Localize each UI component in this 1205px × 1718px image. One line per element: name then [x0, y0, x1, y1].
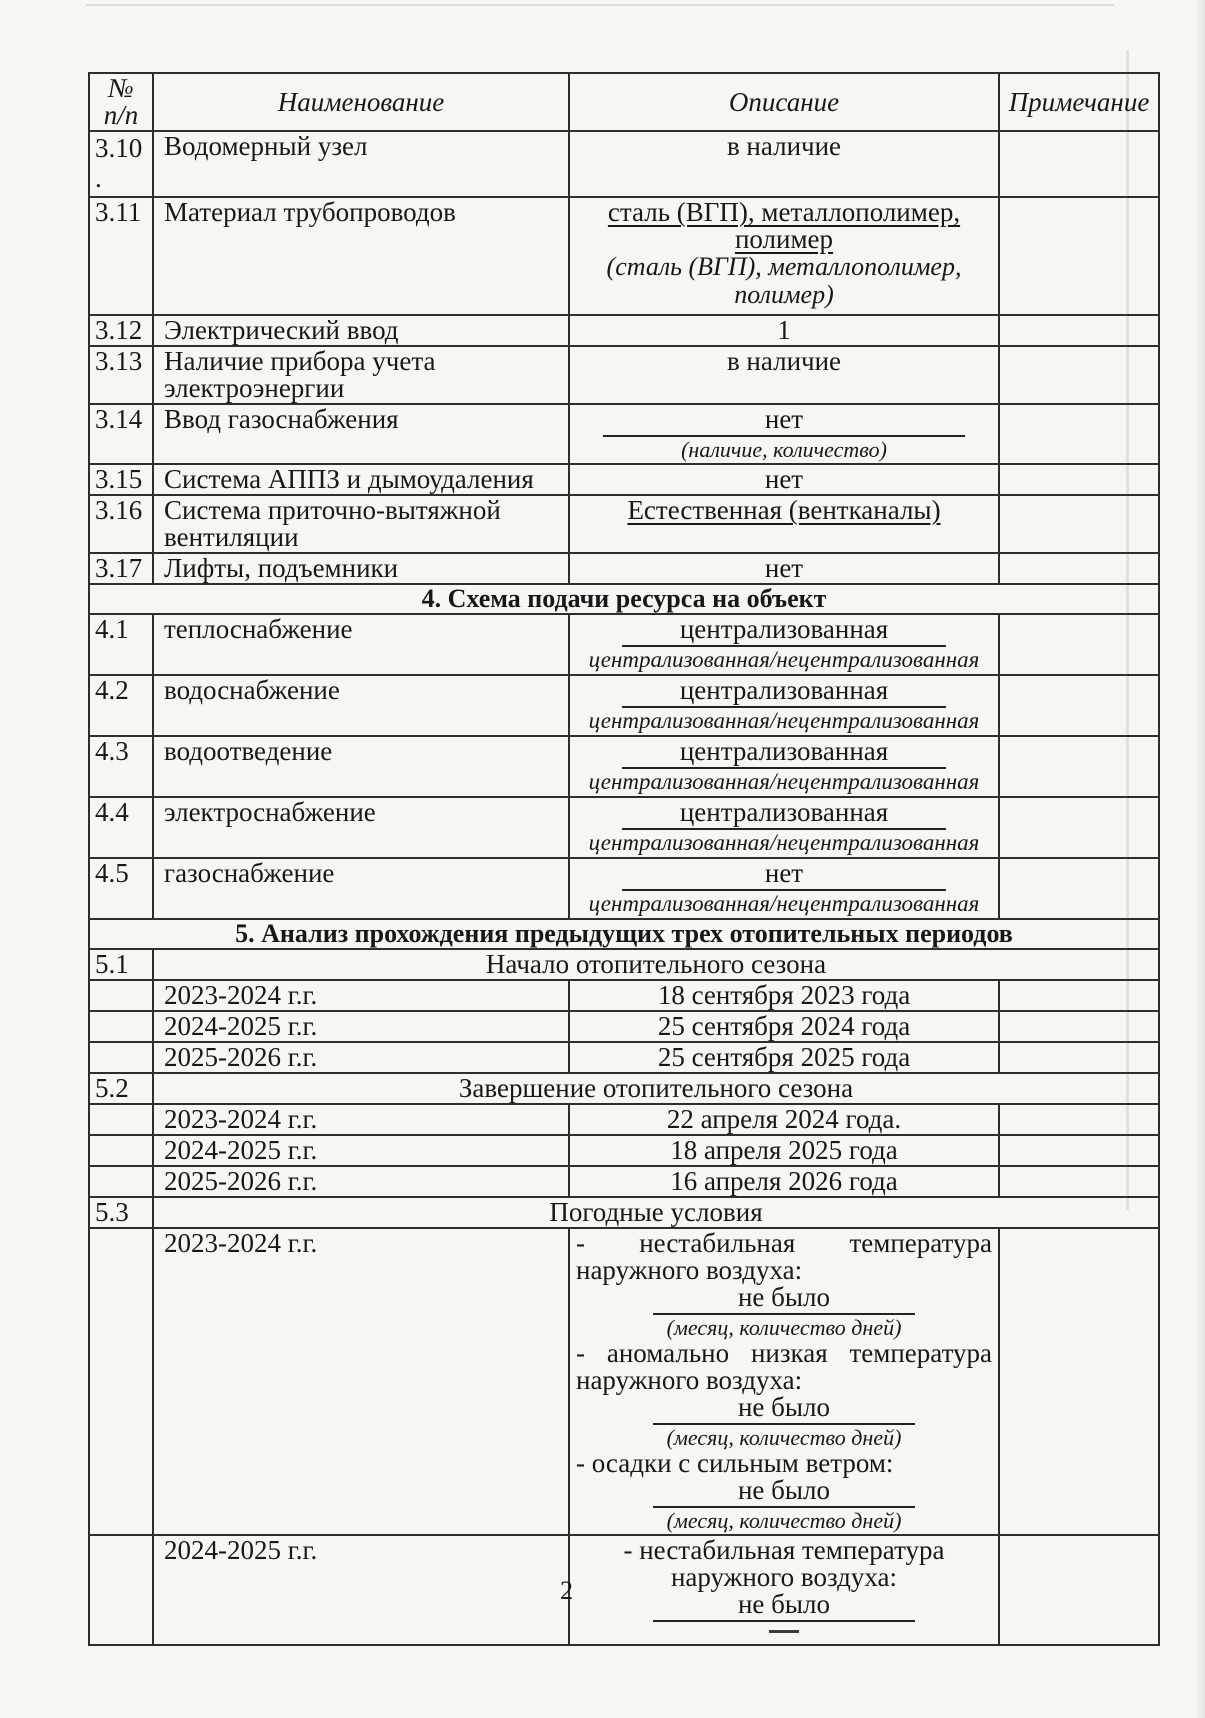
cell-description: в наличие [569, 346, 999, 404]
cell-number: 4.1 [89, 614, 153, 675]
season-start-row-2 [89, 1011, 1159, 1042]
cell-number: 5.1 [89, 949, 153, 980]
cell-description: в наличие [569, 131, 999, 197]
cell-weather-conditions [569, 1228, 999, 1535]
condition-line: - осадки с сильным ветром: [576, 1448, 894, 1478]
row-5-2 [89, 1073, 1159, 1104]
section-4-header-row [89, 584, 1159, 614]
cell-name: Электрический ввод [153, 315, 569, 346]
season-end-row-2 [89, 1135, 1159, 1166]
filled-blank-value: не было [653, 1284, 915, 1315]
cell-description [569, 404, 999, 464]
cell-number-empty [89, 1011, 153, 1042]
row-3-13 [89, 346, 1159, 404]
cell-number: 4.2 [89, 675, 153, 736]
cell-note-empty [999, 1104, 1159, 1135]
cell-name: Водомерный узел [153, 131, 569, 197]
cell-period: 2024-2025 г.г. [153, 1535, 569, 1645]
value-underlined: Естественная (вентканалы) [627, 495, 941, 525]
subsection-title: Завершение отопительного сезона [153, 1073, 1159, 1104]
row-3-10 [89, 131, 1159, 197]
cell-number: 3.11 [89, 197, 153, 315]
row-4-3 [89, 736, 1159, 797]
section-5-title: 5. Анализ прохождения предыдущих трех отопительных периодов [89, 919, 1159, 949]
cell-note-empty [999, 464, 1159, 495]
subsection-title: Начало отопительного сезона [153, 949, 1159, 980]
cell-number: 3.17 [89, 553, 153, 584]
row-5-1 [89, 949, 1159, 980]
header-note-cell: Примечание [999, 73, 1159, 131]
cell-note-empty [999, 197, 1159, 315]
cell-name: Лифты, подъемники [153, 553, 569, 584]
cutoff-underline-artifact [769, 1630, 799, 1633]
row-3-17 [89, 553, 1159, 584]
cell-number: 3.10 . [89, 131, 153, 197]
header-num-cell [89, 73, 153, 131]
cell-period: 2024-2025 г.г. [153, 1011, 569, 1042]
form-hint: полимер) [734, 280, 834, 309]
header-num-line1: № [108, 73, 134, 103]
row-4-5 [89, 858, 1159, 919]
filled-blank-value: не было [653, 1394, 915, 1425]
filled-blank-value: централизованная [622, 738, 946, 769]
condition-line: наружного воздуха: [576, 1365, 803, 1395]
cell-name: Наличие прибора учета электроэнергии [153, 346, 569, 404]
cell-number-empty [89, 1104, 153, 1135]
cell-name: теплоснабжение [153, 614, 569, 675]
cell-name: Система приточно-вытяжной вентиляции [153, 495, 569, 553]
form-hint: (сталь (ВГП), металлополимер, [606, 252, 962, 281]
cell-note-empty [999, 675, 1159, 736]
cell-name: Ввод газоснабжения [153, 404, 569, 464]
form-hint: (месяц, количество дней) [666, 1425, 902, 1450]
header-num-line2: п/п [103, 100, 139, 130]
cell-number: 3.15 [89, 464, 153, 495]
cell-name: электроснабжение [153, 797, 569, 858]
filled-blank-value: централизованная [622, 616, 946, 647]
condition-line: - аномально низкая температура [576, 1338, 992, 1368]
condition-line: - нестабильная температура [623, 1535, 945, 1565]
filled-blank-value: централизованная [622, 799, 946, 830]
cell-note-empty [999, 1011, 1159, 1042]
season-start-row-3 [89, 1042, 1159, 1073]
cell-note-empty [999, 858, 1159, 919]
row-4-4 [89, 797, 1159, 858]
filled-blank-value: нет [622, 860, 946, 891]
stray-dot: . [95, 163, 102, 193]
cell-note-empty [999, 1228, 1159, 1535]
cell-number-empty [89, 1042, 153, 1073]
value-underlined: сталь (ВГП), металлополимер, [607, 197, 961, 227]
cell-description: нет [569, 553, 999, 584]
cell-number: 3.13 [89, 346, 153, 404]
cell-period: 2024-2025 г.г. [153, 1135, 569, 1166]
cell-note-empty [999, 346, 1159, 404]
cell-description [569, 614, 999, 675]
form-hint: централизованная/нецентрализованная [588, 708, 980, 733]
cell-note-empty [999, 614, 1159, 675]
subsection-title: Погодные условия [153, 1197, 1159, 1228]
row-3-14 [89, 404, 1159, 464]
cell-period: 2025-2026 г.г. [153, 1042, 569, 1073]
cell-note-empty [999, 1042, 1159, 1073]
cell-note-empty [999, 797, 1159, 858]
row-3-11 [89, 197, 1159, 315]
cell-number-empty [89, 1135, 153, 1166]
cell-number: 3.12 [89, 315, 153, 346]
cell-date: 16 апреля 2026 года [569, 1166, 999, 1197]
cell-period: 2025-2026 г.г. [153, 1166, 569, 1197]
cell-date: 25 сентября 2024 года [569, 1011, 999, 1042]
section-4-title: 4. Схема подачи ресурса на объект [89, 584, 1159, 614]
cell-note-empty [999, 1166, 1159, 1197]
season-end-row-1 [89, 1104, 1159, 1135]
form-hint: (месяц, количество дней) [666, 1508, 902, 1533]
cell-description [569, 197, 999, 315]
form-hint: централизованная/нецентрализованная [588, 769, 980, 794]
cell-number: 3.16 [89, 495, 153, 553]
cell-date: 22 апреля 2024 года. [569, 1104, 999, 1135]
cell-number-empty [89, 1228, 153, 1535]
season-start-row-1 [89, 980, 1159, 1011]
form-hint: централизованная/нецентрализованная [588, 647, 980, 672]
cell-number-empty [89, 980, 153, 1011]
cell-note-empty [999, 980, 1159, 1011]
cell-number: 5.2 [89, 1073, 153, 1104]
form-hint: централизованная/нецентрализованная [588, 830, 980, 855]
cell-note-empty [999, 553, 1159, 584]
cell-description [569, 797, 999, 858]
cell-period: 2023-2024 г.г. [153, 1104, 569, 1135]
cell-description [569, 495, 999, 553]
cell-period: 2023-2024 г.г. [153, 1228, 569, 1535]
header-desc-cell: Описание [569, 73, 999, 131]
cell-number: 5.3 [89, 1197, 153, 1228]
table-header-row [89, 73, 1159, 131]
cell-number-empty [89, 1166, 153, 1197]
cell-description [569, 858, 999, 919]
cell-note-empty [999, 315, 1159, 346]
cell-number: 4.3 [89, 736, 153, 797]
cell-note-empty [999, 404, 1159, 464]
row-3-12 [89, 315, 1159, 346]
filled-blank-value: централизованная [622, 677, 946, 708]
filled-blank-value: не было [653, 1591, 915, 1622]
filled-blank-value: нет [603, 406, 965, 437]
cell-note-empty [999, 1135, 1159, 1166]
cell-description [569, 736, 999, 797]
form-hint: централизованная/нецентрализованная [588, 891, 980, 916]
page-number: 2 [560, 1576, 573, 1605]
cell-period: 2023-2024 г.г. [153, 980, 569, 1011]
cell-name: водоотведение [153, 736, 569, 797]
cell-name: Материал трубопроводов [153, 197, 569, 315]
cell-description: 1 [569, 315, 999, 346]
cell-description [569, 675, 999, 736]
cell-note-empty [999, 495, 1159, 553]
cell-number: 4.4 [89, 797, 153, 858]
condition-line: наружного воздуха: [576, 1255, 803, 1285]
row-3-15 [89, 464, 1159, 495]
season-end-row-3 [89, 1166, 1159, 1197]
cell-note-empty [999, 736, 1159, 797]
scan-artifact-top-line [86, 4, 1114, 6]
cell-name: газоснабжение [153, 858, 569, 919]
scan-artifact-edge-shade [1195, 0, 1205, 1718]
filled-blank-value: не было [653, 1477, 915, 1508]
section-5-header-row [89, 919, 1159, 949]
cell-number: 3.14 [89, 404, 153, 464]
cell-date: 25 сентября 2025 года [569, 1042, 999, 1073]
weather-row-2023-2024 [89, 1228, 1159, 1535]
condition-line: - нестабильная температура [576, 1228, 992, 1258]
cell-number: 4.5 [89, 858, 153, 919]
row-4-2 [89, 675, 1159, 736]
form-hint: (наличие, количество) [681, 437, 887, 462]
header-name-cell: Наименование [153, 73, 569, 131]
row-3-16 [89, 495, 1159, 553]
condition-line: наружного воздуха: [670, 1562, 898, 1592]
cell-date: 18 апреля 2025 года [569, 1135, 999, 1166]
cell-name: Система АППЗ и дымоудаления [153, 464, 569, 495]
row-5-3 [89, 1197, 1159, 1228]
row-4-1 [89, 614, 1159, 675]
cell-date: 18 сентября 2023 года [569, 980, 999, 1011]
cell-note-empty [999, 131, 1159, 197]
value-underlined: полимер [734, 224, 834, 254]
cell-name: водоснабжение [153, 675, 569, 736]
cell-description: нет [569, 464, 999, 495]
form-hint: (месяц, количество дней) [666, 1315, 902, 1340]
utility-passport-table [88, 72, 1160, 1646]
